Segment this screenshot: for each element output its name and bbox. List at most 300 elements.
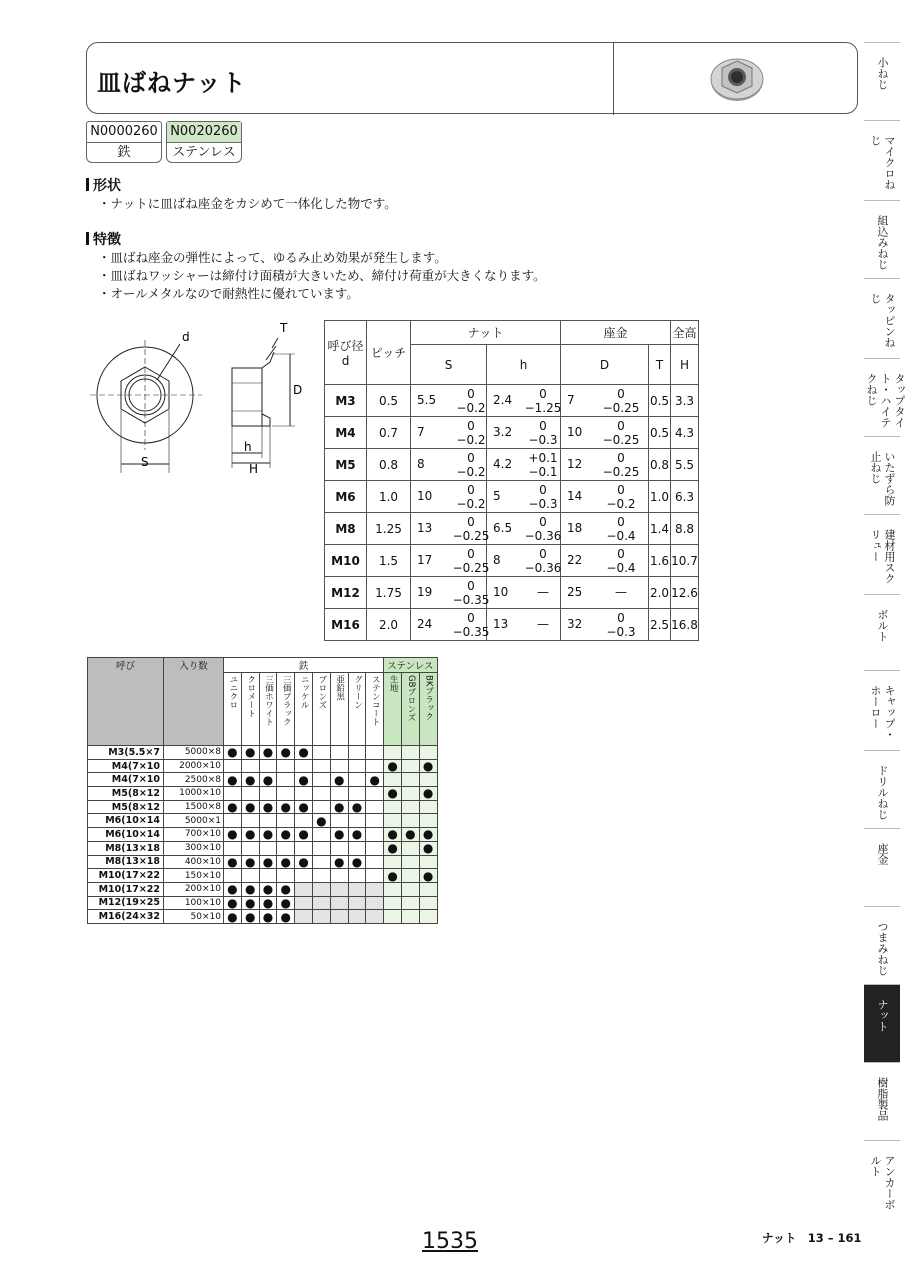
finish-label: 生地 (388, 675, 399, 692)
D-upper: 0 (617, 483, 625, 497)
D-upper: 0 (617, 515, 625, 529)
availability-dot: ● (419, 828, 437, 842)
spec-row (325, 545, 699, 577)
size-cell: M10 (325, 545, 367, 577)
header-pitch: ピッチ (367, 321, 411, 385)
row-quantity: 100×10 (164, 896, 224, 910)
availability-empty (348, 787, 366, 801)
S-tolerance-cell (411, 513, 490, 545)
side-tab-label: ナット (876, 999, 889, 1032)
side-tab-label: 建材用スクリュー (869, 529, 896, 584)
D-upper: 0 (617, 419, 625, 433)
header-H: H (671, 345, 699, 385)
availability-dot: ● (277, 800, 295, 814)
availability-empty (330, 841, 348, 855)
availability-empty (312, 746, 330, 760)
finish-col-header (348, 673, 366, 746)
label-h: h (244, 440, 252, 454)
availability-empty (366, 841, 384, 855)
header-total: 全高 (671, 321, 699, 345)
header-T: T (649, 345, 671, 385)
code-number: N0000260 (87, 122, 161, 143)
availability-dot: ● (348, 828, 366, 842)
availability-dot: ● (259, 800, 277, 814)
availability-dot: ● (295, 746, 313, 760)
S-value: 24 (417, 617, 433, 631)
h-upper: 0 (539, 483, 547, 497)
h-lower: −0.3 (528, 433, 558, 447)
pitch-cell: 2.0 (367, 609, 411, 641)
row-size: M5(8×12 (88, 787, 164, 801)
finish-col-header (241, 673, 259, 746)
h-upper: 0 (539, 547, 547, 561)
availability-dot: ● (241, 773, 259, 787)
feature-line: ・オールメタルなので耐熱性に優れています。 (98, 286, 359, 301)
nut-product-image (707, 53, 767, 105)
side-tab-label: 樹脂製品 (876, 1077, 889, 1121)
availability-empty (241, 869, 259, 883)
h-lower: — (537, 585, 549, 599)
S-lower: −0.35 (452, 593, 490, 607)
spec-row (325, 417, 699, 449)
header-name: 呼び (88, 658, 164, 746)
availability-empty (277, 759, 295, 773)
h-upper: 0 (539, 419, 547, 433)
h-lower: −0.3 (528, 497, 558, 511)
feature-line: ・皿ばね座金の弾性によって、ゆるみ止め効果が発生します。 (98, 250, 447, 265)
h-lower: −0.1 (528, 465, 558, 479)
availability-empty (401, 746, 419, 760)
availability-empty (295, 910, 313, 924)
availability-empty (330, 910, 348, 924)
finish-label: ユニクロ (227, 675, 238, 709)
S-value: 7 (417, 425, 425, 439)
row-quantity: 150×10 (164, 869, 224, 883)
code-material: 鉄 (117, 145, 131, 160)
tolerance-wrap (561, 545, 648, 576)
side-tab-label: いたずら防止ねじ (869, 451, 896, 506)
availability-dot: ● (224, 828, 242, 842)
D-lower: −0.3 (606, 625, 636, 639)
availability-empty (330, 814, 348, 828)
h-lower: — (537, 617, 549, 631)
D-value: 32 (567, 617, 583, 631)
H-cell: 6.3 (671, 481, 699, 513)
tolerance-wrap (487, 609, 560, 640)
row-size: M8(13×18 (88, 855, 164, 869)
tolerance-wrap (561, 481, 648, 512)
availability-empty (401, 882, 419, 896)
availability-empty (241, 814, 259, 828)
size-cell: M8 (325, 513, 367, 545)
availability-empty (384, 882, 402, 896)
H-cell: 4.3 (671, 417, 699, 449)
code-material: ステンレス (172, 145, 236, 160)
avail-row (88, 855, 438, 869)
availability-empty (241, 759, 259, 773)
availability-empty (384, 896, 402, 910)
availability-empty (348, 773, 366, 787)
row-quantity: 300×10 (164, 841, 224, 855)
H-cell: 5.5 (671, 449, 699, 481)
finish-label: ブロンズ (316, 675, 327, 709)
h-value: 8 (493, 553, 501, 567)
row-size: M5(8×12 (88, 800, 164, 814)
availability-empty (366, 814, 384, 828)
availability-dot: ● (277, 828, 295, 842)
row-quantity: 2000×10 (164, 759, 224, 773)
availability-empty (419, 800, 437, 814)
availability-empty (366, 855, 384, 869)
side-tab-label: ドリルねじ (876, 765, 889, 820)
pitch-cell: 1.0 (367, 481, 411, 513)
availability-empty (348, 910, 366, 924)
side-tab-label: 座金 (876, 843, 889, 865)
h-tolerance-cell (487, 481, 561, 513)
side-tab[interactable] (864, 594, 900, 670)
S-value: 17 (417, 553, 433, 567)
availability-empty (312, 759, 330, 773)
h-tolerance-cell (487, 545, 561, 577)
tolerance-wrap (411, 545, 490, 576)
availability-empty (419, 814, 437, 828)
availability-dot: ● (277, 746, 295, 760)
availability-empty (312, 800, 330, 814)
side-tab-label: キャップ・ホーロー (869, 685, 896, 740)
S-upper: 0 (467, 547, 475, 561)
availability-dot: ● (384, 759, 402, 773)
availability-empty (330, 896, 348, 910)
tolerance-wrap (411, 609, 490, 640)
S-upper: 0 (467, 579, 475, 593)
row-quantity: 700×10 (164, 828, 224, 842)
finish-col-header (224, 673, 242, 746)
availability-empty (330, 787, 348, 801)
avail-row (88, 759, 438, 773)
spec-row (325, 481, 699, 513)
footer-section: ナット 13 – 161 (762, 1231, 862, 1245)
availability-dot: ● (277, 910, 295, 924)
availability-empty (330, 746, 348, 760)
S-upper: 0 (467, 611, 475, 625)
row-quantity: 200×10 (164, 882, 224, 896)
availability-empty (295, 882, 313, 896)
finish-label: ステンコート (370, 675, 381, 726)
S-value: 5.5 (417, 393, 437, 407)
D-value: 7 (567, 393, 575, 407)
avail-row (88, 787, 438, 801)
availability-empty (348, 814, 366, 828)
side-tab[interactable] (864, 1062, 900, 1140)
availability-empty (224, 759, 242, 773)
availability-empty (419, 910, 437, 924)
finish-col-header (330, 673, 348, 746)
S-lower: −0.35 (452, 625, 490, 639)
S-lower: −0.2 (456, 433, 486, 447)
availability-dot: ● (224, 746, 242, 760)
availability-empty (295, 841, 313, 855)
header-stainless: ステンレス (384, 658, 437, 673)
availability-empty (224, 787, 242, 801)
availability-dot: ● (295, 800, 313, 814)
availability-empty (419, 773, 437, 787)
finish-label: クロメート (245, 675, 256, 718)
availability-dot: ● (419, 787, 437, 801)
h-value: 10 (493, 585, 509, 599)
S-lower: −0.2 (456, 497, 486, 511)
pitch-cell: 1.75 (367, 577, 411, 609)
availability-empty (224, 814, 242, 828)
h-value: 4.2 (493, 457, 513, 471)
availability-dot: ● (312, 814, 330, 828)
size-cell: M3 (325, 385, 367, 417)
finish-label: BKブラック (423, 675, 434, 721)
row-quantity: 5000×8 (164, 746, 224, 760)
side-tab[interactable] (864, 828, 900, 906)
availability-dot: ● (259, 896, 277, 910)
availability-empty (295, 869, 313, 883)
D-upper: 0 (617, 451, 625, 465)
availability-empty (330, 869, 348, 883)
title-divider (613, 43, 614, 115)
availability-dot: ● (259, 855, 277, 869)
availability-empty (277, 841, 295, 855)
side-tab[interactable] (864, 120, 900, 200)
availability-empty (259, 841, 277, 855)
tolerance-wrap (487, 545, 560, 576)
availability-dot: ● (277, 882, 295, 896)
T-cell: 1.6 (649, 545, 671, 577)
finish-col-header (419, 673, 437, 746)
finish-col-header (259, 673, 277, 746)
availability-empty (419, 746, 437, 760)
feature-line: ・皿ばねワッシャーは締付け面積が大きいため、締付け荷重が大きくなります。 (98, 268, 546, 283)
side-tab[interactable] (864, 358, 906, 436)
tolerance-wrap (487, 449, 560, 480)
header-washer: 座金 (561, 321, 671, 345)
tolerance-wrap (561, 385, 648, 416)
availability-dot: ● (224, 896, 242, 910)
tolerance-wrap (487, 385, 560, 416)
finish-col-header (277, 673, 295, 746)
availability-dot: ● (224, 910, 242, 924)
availability-empty (330, 882, 348, 896)
side-tab[interactable] (864, 514, 900, 594)
availability-dot: ● (330, 800, 348, 814)
availability-empty (384, 814, 402, 828)
availability-dot: ● (259, 882, 277, 896)
avail-row (88, 773, 438, 787)
D-tolerance-cell (561, 449, 649, 481)
T-cell: 0.8 (649, 449, 671, 481)
size-cell: M4 (325, 417, 367, 449)
availability-dot: ● (348, 800, 366, 814)
availability-dot: ● (259, 828, 277, 842)
label-T: T (280, 321, 288, 335)
availability-empty (348, 869, 366, 883)
T-cell: 1.4 (649, 513, 671, 545)
availability-empty (401, 896, 419, 910)
spec-row (325, 449, 699, 481)
header-qty: 入り数 (164, 658, 224, 746)
availability-empty (312, 828, 330, 842)
code-iron[interactable] (86, 121, 162, 163)
side-tab[interactable] (864, 278, 900, 358)
avail-row (88, 896, 438, 910)
D-lower: — (615, 585, 627, 599)
availability-empty (384, 746, 402, 760)
h-lower: −1.25 (524, 401, 562, 415)
availability-dot: ● (241, 882, 259, 896)
finish-label: 亜鉛黒 (334, 675, 345, 701)
tolerance-wrap (561, 513, 648, 544)
finish-col-header (401, 673, 419, 746)
availability-empty (384, 773, 402, 787)
row-size: M4(7×10 (88, 773, 164, 787)
tolerance-wrap (411, 481, 486, 512)
availability-empty (312, 896, 330, 910)
availability-dot: ● (348, 855, 366, 869)
D-lower: −0.2 (606, 497, 636, 511)
side-tab[interactable] (864, 984, 900, 1062)
dimension-drawing (90, 318, 315, 478)
availability-dot: ● (295, 828, 313, 842)
availability-dot: ● (259, 910, 277, 924)
finish-label: ニッケル (299, 675, 310, 709)
D-lower: −0.25 (602, 401, 640, 415)
availability-empty (419, 882, 437, 896)
S-tolerance-cell (411, 577, 490, 609)
availability-empty (366, 869, 384, 883)
avail-row (88, 869, 438, 883)
availability-empty (277, 814, 295, 828)
availability-empty (312, 841, 330, 855)
h-value: 2.4 (493, 393, 513, 407)
side-tab[interactable] (864, 436, 900, 514)
S-lower: −0.2 (456, 401, 486, 415)
side-tab[interactable] (864, 42, 900, 120)
pitch-cell: 1.5 (367, 545, 411, 577)
availability-empty (259, 787, 277, 801)
D-tolerance-cell (561, 545, 649, 577)
S-value: 13 (417, 521, 433, 535)
availability-dot: ● (241, 896, 259, 910)
availability-empty (330, 759, 348, 773)
avail-header-row (88, 658, 438, 673)
availability-empty (401, 773, 419, 787)
finish-label: 三価ホワイト (263, 675, 274, 726)
code-stainless[interactable] (166, 121, 242, 163)
availability-empty (348, 759, 366, 773)
size-cell: M12 (325, 577, 367, 609)
h-tolerance-cell (487, 609, 561, 641)
avail-row (88, 882, 438, 896)
tolerance-wrap (411, 577, 490, 608)
header-size-label: 呼び径 (327, 339, 364, 353)
availability-empty (366, 910, 384, 924)
availability-dot: ● (384, 869, 402, 883)
side-tab-label: 小ねじ (876, 57, 889, 90)
H-cell: 16.8 (671, 609, 699, 641)
row-quantity: 2500×8 (164, 773, 224, 787)
row-size: M10(17×22 (88, 882, 164, 896)
shape-line: ・ナットに皿ばね座金をカシめて一体化した物です。 (98, 196, 397, 211)
S-tolerance-cell (411, 609, 490, 641)
availability-empty (312, 869, 330, 883)
S-value: 10 (417, 489, 433, 503)
side-tab[interactable] (864, 1140, 900, 1218)
finish-col-header (295, 673, 313, 746)
availability-empty (224, 869, 242, 883)
h-value: 5 (493, 489, 501, 503)
spec-table (324, 320, 699, 641)
side-tab[interactable] (864, 200, 900, 278)
side-tab[interactable] (864, 906, 900, 984)
availability-empty (224, 841, 242, 855)
S-upper: 0 (467, 515, 475, 529)
D-tolerance-cell (561, 577, 649, 609)
availability-dot: ● (384, 828, 402, 842)
label-S: S (141, 455, 149, 469)
availability-dot: ● (259, 746, 277, 760)
finish-label: 三価ブラック (281, 675, 292, 726)
availability-dot: ● (241, 828, 259, 842)
h-tolerance-cell (487, 385, 561, 417)
h-value: 6.5 (493, 521, 513, 535)
availability-empty (366, 828, 384, 842)
avail-row (88, 746, 438, 760)
side-tab[interactable] (864, 670, 900, 750)
availability-empty (366, 800, 384, 814)
T-cell: 0.5 (649, 385, 671, 417)
spec-row (325, 385, 699, 417)
S-tolerance-cell (411, 545, 490, 577)
H-cell: 3.3 (671, 385, 699, 417)
availability-dot: ● (384, 787, 402, 801)
availability-dot: ● (330, 828, 348, 842)
H-cell: 8.8 (671, 513, 699, 545)
finish-col-header (384, 673, 402, 746)
side-tab-label: つまみねじ (876, 921, 889, 976)
S-value: 19 (417, 585, 433, 599)
availability-empty (401, 800, 419, 814)
D-upper: 0 (617, 611, 625, 625)
D-tolerance-cell (561, 481, 649, 513)
availability-empty (366, 759, 384, 773)
availability-dot: ● (330, 773, 348, 787)
tolerance-wrap (411, 449, 486, 480)
pitch-cell: 0.8 (367, 449, 411, 481)
header-size-d: d (341, 354, 350, 368)
availability-empty (295, 759, 313, 773)
availability-empty (366, 896, 384, 910)
availability-empty (259, 869, 277, 883)
availability-dot: ● (401, 828, 419, 842)
side-tab-label: 組込みねじ (876, 215, 889, 270)
availability-empty (241, 841, 259, 855)
availability-dot: ● (419, 841, 437, 855)
side-tab[interactable] (864, 750, 900, 828)
spec-row (325, 609, 699, 641)
row-size: M4(7×10 (88, 759, 164, 773)
h-upper: 0 (539, 515, 547, 529)
label-H: H (249, 462, 259, 476)
row-quantity: 1000×10 (164, 787, 224, 801)
D-tolerance-cell (561, 513, 649, 545)
availability-empty (419, 855, 437, 869)
availability-dot: ● (224, 882, 242, 896)
availability-dot: ● (330, 855, 348, 869)
